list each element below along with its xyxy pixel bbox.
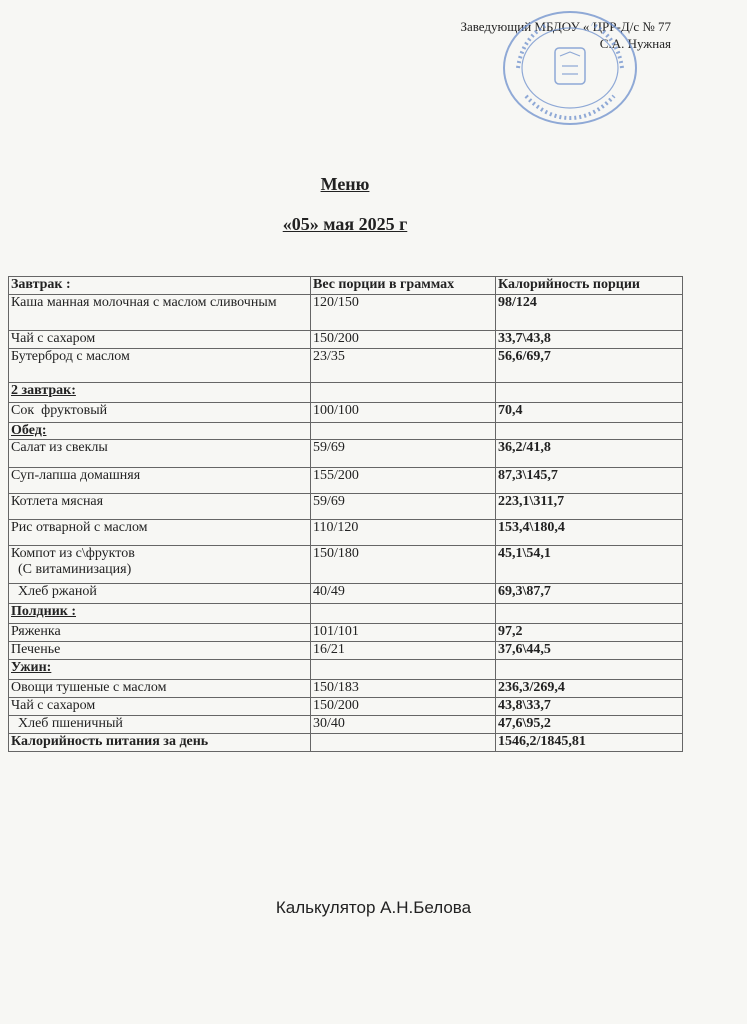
menu-title: Меню — [320, 174, 370, 194]
portion-calories — [496, 660, 683, 680]
table-row — [9, 546, 683, 584]
dish-name: Ряженка — [9, 624, 311, 642]
dish-name: Котлета мясная — [9, 494, 311, 520]
portion-calories: 36,2/41,8 — [496, 440, 683, 468]
portion-calories: 98/124 — [496, 295, 683, 331]
portion-weight: 150/183 — [311, 680, 496, 698]
portion-calories: 153,4\180,4 — [496, 520, 683, 546]
portion-weight — [311, 660, 496, 680]
portion-calories: 37,6\44,5 — [496, 642, 683, 660]
portion-weight: 40/49 — [311, 584, 496, 604]
dish-name: Суп-лапша домашняя — [9, 468, 311, 494]
dish-name: Калорийность питания за день — [9, 734, 311, 752]
table-row — [9, 698, 683, 716]
portion-weight — [311, 423, 496, 440]
table-row — [9, 468, 683, 494]
header-calories: Калорийность порции — [496, 277, 683, 295]
table-row — [9, 624, 683, 642]
portion-calories: 33,7\43,8 — [496, 331, 683, 349]
official-stamp — [500, 8, 640, 128]
header-person: С.А. Нужная — [599, 36, 671, 51]
portion-calories: 87,3\145,7 — [496, 468, 683, 494]
dish-name: Печенье — [9, 642, 311, 660]
portion-weight: 110/120 — [311, 520, 496, 546]
total-row — [9, 734, 683, 752]
portion-weight: 100/100 — [311, 403, 496, 423]
dish-name: Ужин: — [9, 660, 311, 680]
table-row — [9, 494, 683, 520]
portion-calories: 70,4 — [496, 403, 683, 423]
portion-calories — [496, 423, 683, 440]
dish-name: Салат из свеклы — [9, 440, 311, 468]
dish-name: Бутерброд с маслом — [9, 349, 311, 383]
portion-weight: 150/200 — [311, 331, 496, 349]
portion-weight — [311, 604, 496, 624]
portion-calories — [496, 383, 683, 403]
table-row — [9, 520, 683, 546]
dish-name: Хлеб пшеничный — [9, 716, 311, 734]
table-row — [9, 642, 683, 660]
table-header-row — [9, 277, 683, 295]
portion-calories — [496, 604, 683, 624]
portion-weight: 23/35 — [311, 349, 496, 383]
table-row — [9, 349, 683, 383]
dish-name: Чай с сахаром — [9, 331, 311, 349]
portion-weight: 16/21 — [311, 642, 496, 660]
section-row — [9, 423, 683, 440]
table-row — [9, 584, 683, 604]
dish-name: Хлеб ржаной — [9, 584, 311, 604]
portion-weight: 150/200 — [311, 698, 496, 716]
table-row — [9, 680, 683, 698]
header-position: Заведующий МБДОУ « ЦРР-Д/с № 77 — [460, 19, 671, 34]
dish-name: Чай с сахаром — [9, 698, 311, 716]
section-row — [9, 604, 683, 624]
dish-name: Каша манная молочная с маслом сливочным — [9, 295, 311, 331]
portion-weight: 101/101 — [311, 624, 496, 642]
portion-weight: 150/180 — [311, 546, 496, 584]
portion-calories: 223,1\311,7 — [496, 494, 683, 520]
section-row — [9, 383, 683, 403]
portion-calories: 1546,2/1845,81 — [496, 734, 683, 752]
portion-calories: 97,2 — [496, 624, 683, 642]
dish-name: Обед: — [9, 423, 311, 440]
portion-weight: 155/200 — [311, 468, 496, 494]
dish-name: 2 завтрак: — [9, 383, 311, 403]
portion-calories: 236,3/269,4 — [496, 680, 683, 698]
menu-date: «05» мая 2025 г — [282, 214, 408, 234]
portion-weight: 59/69 — [311, 440, 496, 468]
portion-weight: 120/150 — [311, 295, 496, 331]
table-row — [9, 403, 683, 423]
portion-weight: 30/40 — [311, 716, 496, 734]
menu-table — [8, 276, 683, 752]
dish-name: Рис отварной с маслом — [9, 520, 311, 546]
portion-calories: 69,3\87,7 — [496, 584, 683, 604]
table-row — [9, 440, 683, 468]
portion-calories: 56,6/69,7 — [496, 349, 683, 383]
portion-weight: 59/69 — [311, 494, 496, 520]
portion-calories: 43,8\33,7 — [496, 698, 683, 716]
section-row — [9, 660, 683, 680]
dish-name: Полдник : — [9, 604, 311, 624]
dish-name: Сок фруктовый — [9, 403, 311, 423]
calculator-signature: Калькулятор А.Н.Белова — [275, 898, 472, 917]
dish-name: Овощи тушеные с маслом — [9, 680, 311, 698]
header-weight: Вес порции в граммах — [311, 277, 496, 295]
portion-calories: 47,6\95,2 — [496, 716, 683, 734]
table-row — [9, 295, 683, 331]
dish-name: Компот из с\фруктов (С витаминизация) — [9, 546, 311, 584]
table-row — [9, 716, 683, 734]
table-row — [9, 331, 683, 349]
header-meal: Завтрак : — [9, 277, 311, 295]
portion-calories: 45,1\54,1 — [496, 546, 683, 584]
portion-weight — [311, 383, 496, 403]
portion-weight — [311, 734, 496, 752]
